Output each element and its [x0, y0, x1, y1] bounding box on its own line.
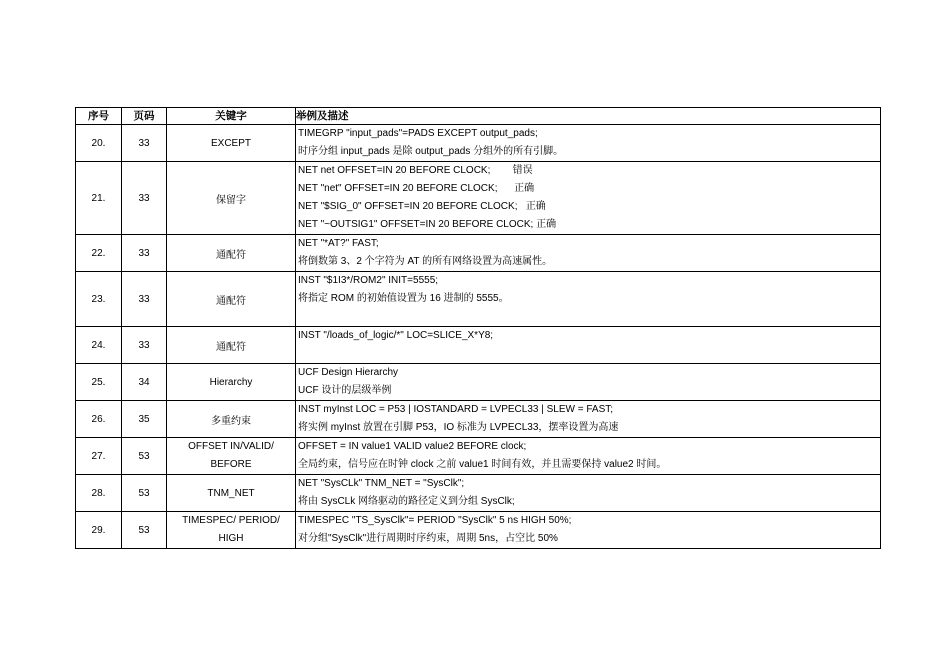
row-description	[296, 512, 881, 549]
row-keyword: 通配符	[167, 272, 296, 327]
description-line: NET net OFFSET=IN 20 BEFORE CLOCK; 错误	[298, 165, 533, 176]
row-description	[296, 438, 881, 475]
row-keyword	[167, 512, 296, 549]
row-no: 21.	[76, 162, 122, 235]
description-line	[298, 308, 880, 326]
row-description	[296, 162, 881, 235]
description-line: TIMEGRP "input_pads"=PADS EXCEPT output_pads;	[298, 128, 538, 139]
row-description	[296, 125, 881, 162]
row-page: 33	[122, 327, 167, 364]
description-line: NET "~OUTSIG1" OFFSET=IN 20 BEFORE CLOCK; 正确	[298, 219, 557, 230]
description-line: UCF 设计的层级举例	[298, 385, 392, 396]
row-page: 53	[122, 512, 167, 549]
table-header-row	[76, 108, 881, 125]
row-description	[296, 327, 881, 364]
row-no: 23.	[76, 272, 122, 327]
table-row	[76, 401, 881, 438]
row-description	[296, 272, 881, 327]
description-line: 将倒数第 3、2 个字符为 AT 的所有网络设置为高速属性。	[298, 256, 553, 267]
description-line: 对分组"SysClk"进行周期时序约束，周期 5ns，占空比 50%	[298, 533, 558, 544]
table-row	[76, 327, 881, 364]
description-line: 时序分组 input_pads 是除 output_pads 分组外的所有引脚。	[298, 146, 564, 157]
row-no: 26.	[76, 401, 122, 438]
description-line: INST myInst LOC = P53 | IOSTANDARD = LVPECL33 | SLEW = FAST;	[298, 404, 614, 415]
row-keyword: EXCEPT	[167, 125, 296, 162]
table-row	[76, 438, 881, 475]
row-no: 28.	[76, 475, 122, 512]
table-row	[76, 272, 881, 327]
description-line: 将指定 ROM 的初始值设置为 16 进制的 5555。	[298, 293, 509, 304]
row-page: 33	[122, 125, 167, 162]
keyword-line: BEFORE	[210, 459, 252, 470]
ucf-constraint-table	[75, 107, 881, 549]
description-line: UCF Design Hierarchy	[298, 367, 399, 378]
row-description	[296, 401, 881, 438]
keyword-line: HIGH	[218, 533, 244, 544]
table-row	[76, 162, 881, 235]
row-keyword: 多重约束	[167, 401, 296, 438]
row-page: 53	[122, 475, 167, 512]
row-no: 20.	[76, 125, 122, 162]
header-description: 举例及描述	[296, 108, 881, 125]
row-keyword: Hierarchy	[167, 364, 296, 401]
description-line: 将由 SysCLk 网络驱动的路径定义到分组 SysClk;	[298, 496, 515, 507]
row-keyword: 通配符	[167, 235, 296, 272]
description-line: 全局约束，信号应在时钟 clock 之前 value1 时间有效，并且需要保持 value2 时间。	[298, 459, 667, 470]
row-no: 22.	[76, 235, 122, 272]
description-line: INST "/loads_of_logic/*" LOC=SLICE_X*Y8;	[298, 330, 494, 341]
header-keyword: 关键字	[167, 108, 296, 125]
description-line: TIMESPEC "TS_SysClk"= PERIOD "SysClk" 5 ns HIGH 50%;	[298, 515, 572, 526]
description-line: NET "*AT?" FAST;	[298, 238, 379, 249]
description-line: NET "SysCLk" TNM_NET = "SysClk";	[298, 478, 465, 489]
row-keyword	[167, 438, 296, 475]
row-keyword: TNM_NET	[167, 475, 296, 512]
keyword-line: OFFSET IN/VALID/	[188, 441, 274, 452]
row-description	[296, 475, 881, 512]
row-page: 33	[122, 272, 167, 327]
row-no: 25.	[76, 364, 122, 401]
row-page: 34	[122, 364, 167, 401]
description-line	[298, 345, 880, 363]
row-keyword: 通配符	[167, 327, 296, 364]
header-page: 页码	[122, 108, 167, 125]
description-line: 将实例 myInst 放置在引脚 P53，IO 标准为 LVPECL33，摆率设置为高速	[298, 422, 619, 433]
table-row	[76, 125, 881, 162]
table-row	[76, 475, 881, 512]
row-page: 53	[122, 438, 167, 475]
table-row	[76, 512, 881, 549]
row-no: 29.	[76, 512, 122, 549]
row-page: 33	[122, 162, 167, 235]
row-description	[296, 364, 881, 401]
row-no: 24.	[76, 327, 122, 364]
row-description	[296, 235, 881, 272]
keyword-line: TIMESPEC/ PERIOD/	[182, 515, 280, 526]
description-line: NET "net" OFFSET=IN 20 BEFORE CLOCK; 正确	[298, 183, 535, 194]
header-no: 序号	[76, 108, 122, 125]
description-line: OFFSET = IN value1 VALID value2 BEFORE clock;	[298, 441, 527, 452]
row-page: 33	[122, 235, 167, 272]
table-row	[76, 364, 881, 401]
row-keyword: 保留字	[167, 162, 296, 235]
description-line: INST "$1I3*/ROM2" INIT=5555;	[298, 275, 439, 286]
row-page: 35	[122, 401, 167, 438]
table-row	[76, 235, 881, 272]
description-line: NET "$SIG_0" OFFSET=IN 20 BEFORE CLOCK; 正确	[298, 201, 546, 212]
row-no: 27.	[76, 438, 122, 475]
